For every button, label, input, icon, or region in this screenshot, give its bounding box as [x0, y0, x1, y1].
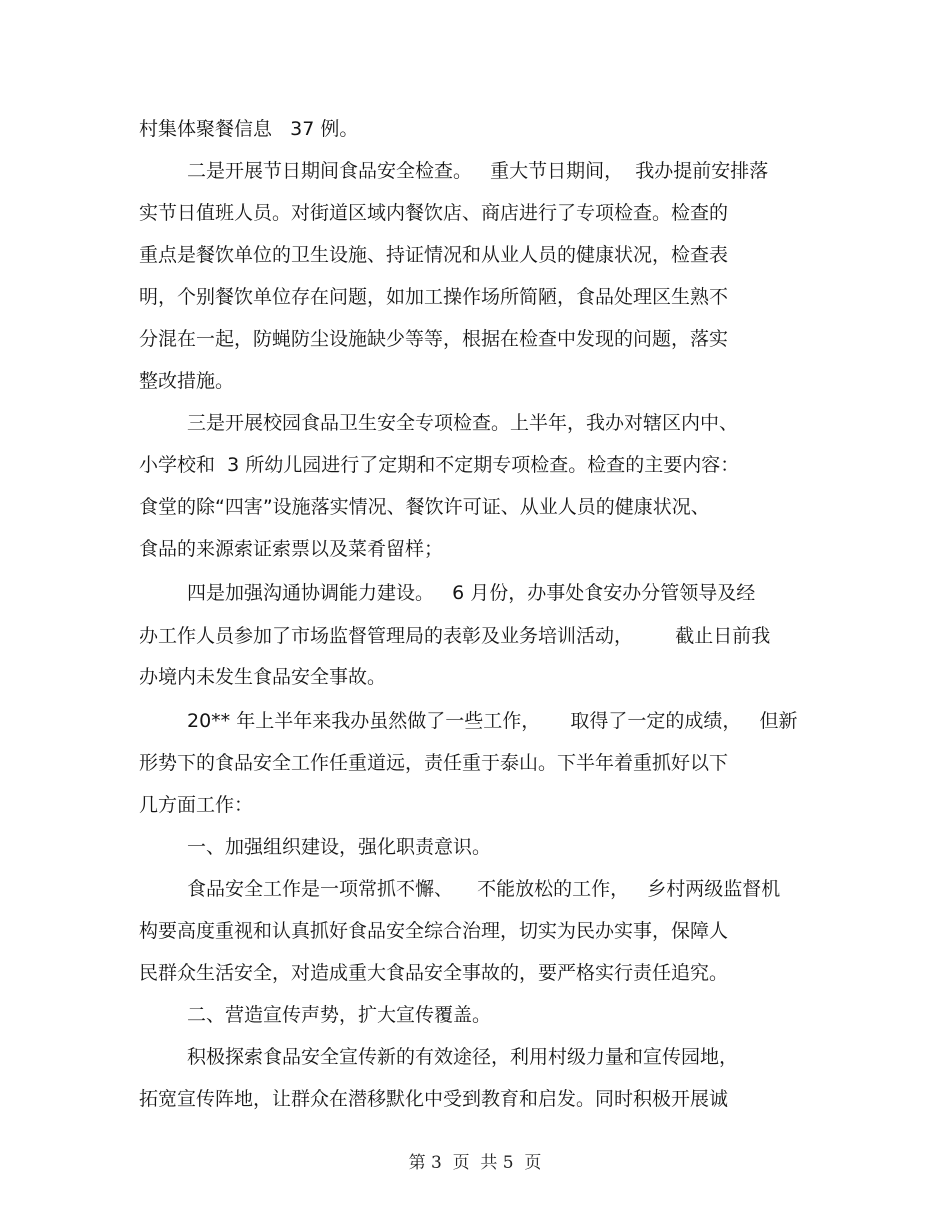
- text-line: 20** 年上半年来我办虽然做了一些工作， 取得了一定的成绩， 但新: [187, 710, 798, 732]
- text-line: 食堂的除“四害”设施落实情况、餐饮许可证、从业人员的健康状况、: [139, 496, 710, 518]
- text-line: 食品的来源索证索票以及菜肴留样；: [139, 538, 444, 560]
- text-line: 办境内未发生食品安全事故。: [139, 666, 387, 688]
- text-line: 办工作人员参加了市场监督管理局的表彰及业务培训活动， 截止日前我: [139, 625, 771, 647]
- text-line: 村集体聚餐信息 37 例。: [139, 118, 359, 140]
- text-line: 几方面工作：: [139, 794, 254, 816]
- text-line: 二、营造宣传声势，扩大宣传覆盖。: [187, 1004, 492, 1026]
- text-line: 小学校和 3 所幼儿园进行了定期和不定期专项检查。检查的主要内容：: [139, 454, 740, 476]
- page-number-footer: 第 3 页 共 5 页: [408, 1153, 542, 1173]
- text-line: 四是加强沟通协调能力建设。 6 月份，办事处食安办分管领导及经: [187, 582, 756, 604]
- text-line: 构要高度重视和认真抓好食品安全综合治理，切实为民办实事，保障人: [139, 920, 729, 942]
- text-line: 重点是餐饮单位的卫生设施、持证情况和从业人员的健康状况，检查表: [139, 244, 729, 266]
- text-line: 积极探索食品安全宣传新的有效途径，利用村级力量和宣传园地，: [187, 1046, 739, 1068]
- text-line: 明，个别餐饮单位存在问题，如加工操作场所简陋，食品处理区生熟不: [139, 286, 729, 308]
- text-line: 三是开展校园食品卫生安全专项检查。上半年，我办对辖区内中、: [187, 412, 739, 434]
- text-line: 分混在一起，防蝇防尘设施缺少等等，根据在检查中发现的问题，落实: [139, 328, 729, 350]
- text-line: 形势下的食品安全工作任重道远，责任重于泰山。下半年着重抓好以下: [139, 752, 729, 774]
- text-line: 民群众生活安全，对造成重大食品安全事故的，要严格实行责任追究。: [139, 962, 729, 984]
- text-line: 二是开展节日期间食品安全检查。 重大节日期间， 我办提前安排落: [187, 160, 769, 182]
- text-line: 拓宽宣传阵地，让群众在潜移默化中受到教育和启发。同时积极开展诚: [139, 1088, 729, 1110]
- text-line: 食品安全工作是一项常抓不懈、 不能放松的工作， 乡村两级监督机: [187, 878, 781, 900]
- text-line: 实节日值班人员。对街道区域内餐饮店、商店进行了专项检查。检查的: [139, 202, 729, 224]
- text-line: 整改措施。: [139, 370, 235, 392]
- text-line: 一、加强组织建设，强化职责意识。: [187, 836, 492, 858]
